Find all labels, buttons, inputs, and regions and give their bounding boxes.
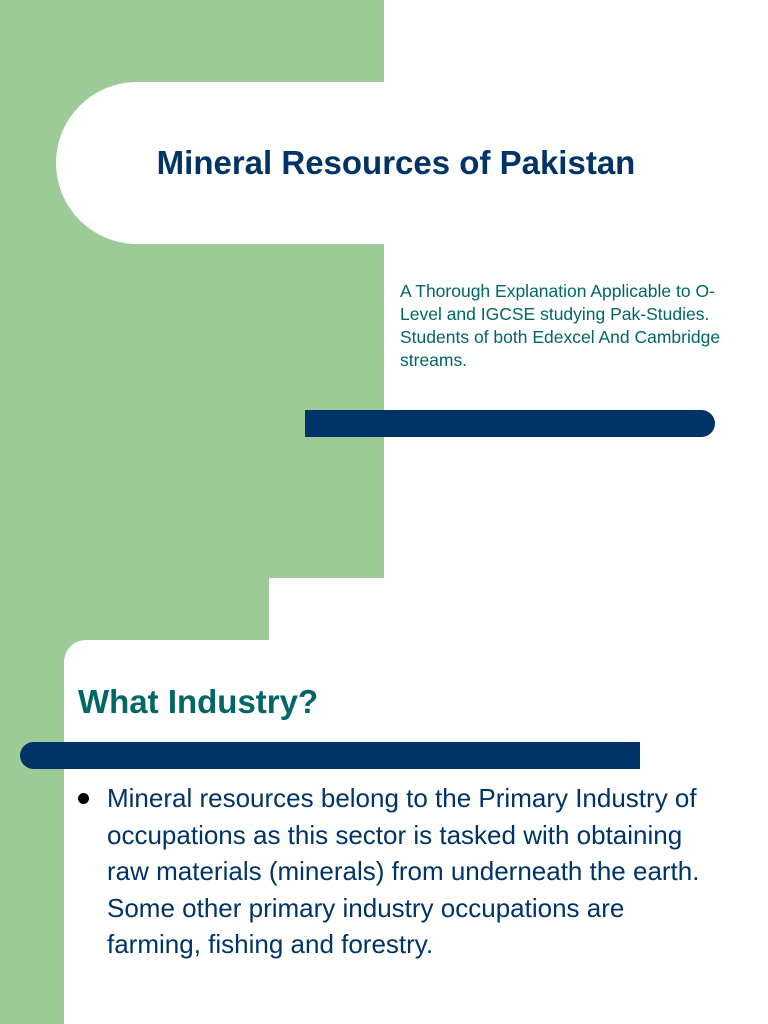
slide-2-title: What Industry? xyxy=(78,683,319,720)
slide-1-title: Mineral Resources of Pakistan xyxy=(156,144,636,181)
slide-2-accent-bar xyxy=(20,742,640,769)
slide-2 xyxy=(0,578,768,1024)
bullet-text: Mineral resources belong to the Primary Industry of occupations as this sector is tasked with obtaining raw materials (minerals) from underneath the earth. Some other primary industry occupations are farming, fishing and forestry. xyxy=(107,783,700,959)
slide-1-accent-bar xyxy=(305,410,715,437)
list-item xyxy=(78,780,718,963)
slide-1-subtitle: A Thorough Explanation Applicable to O-Level and IGCSE studying Pak-Studies. Students of both Edexcel And Cambridge streams. xyxy=(400,281,721,370)
slide-2-bullet-list xyxy=(78,780,718,963)
bullet-dot-icon xyxy=(78,793,89,804)
